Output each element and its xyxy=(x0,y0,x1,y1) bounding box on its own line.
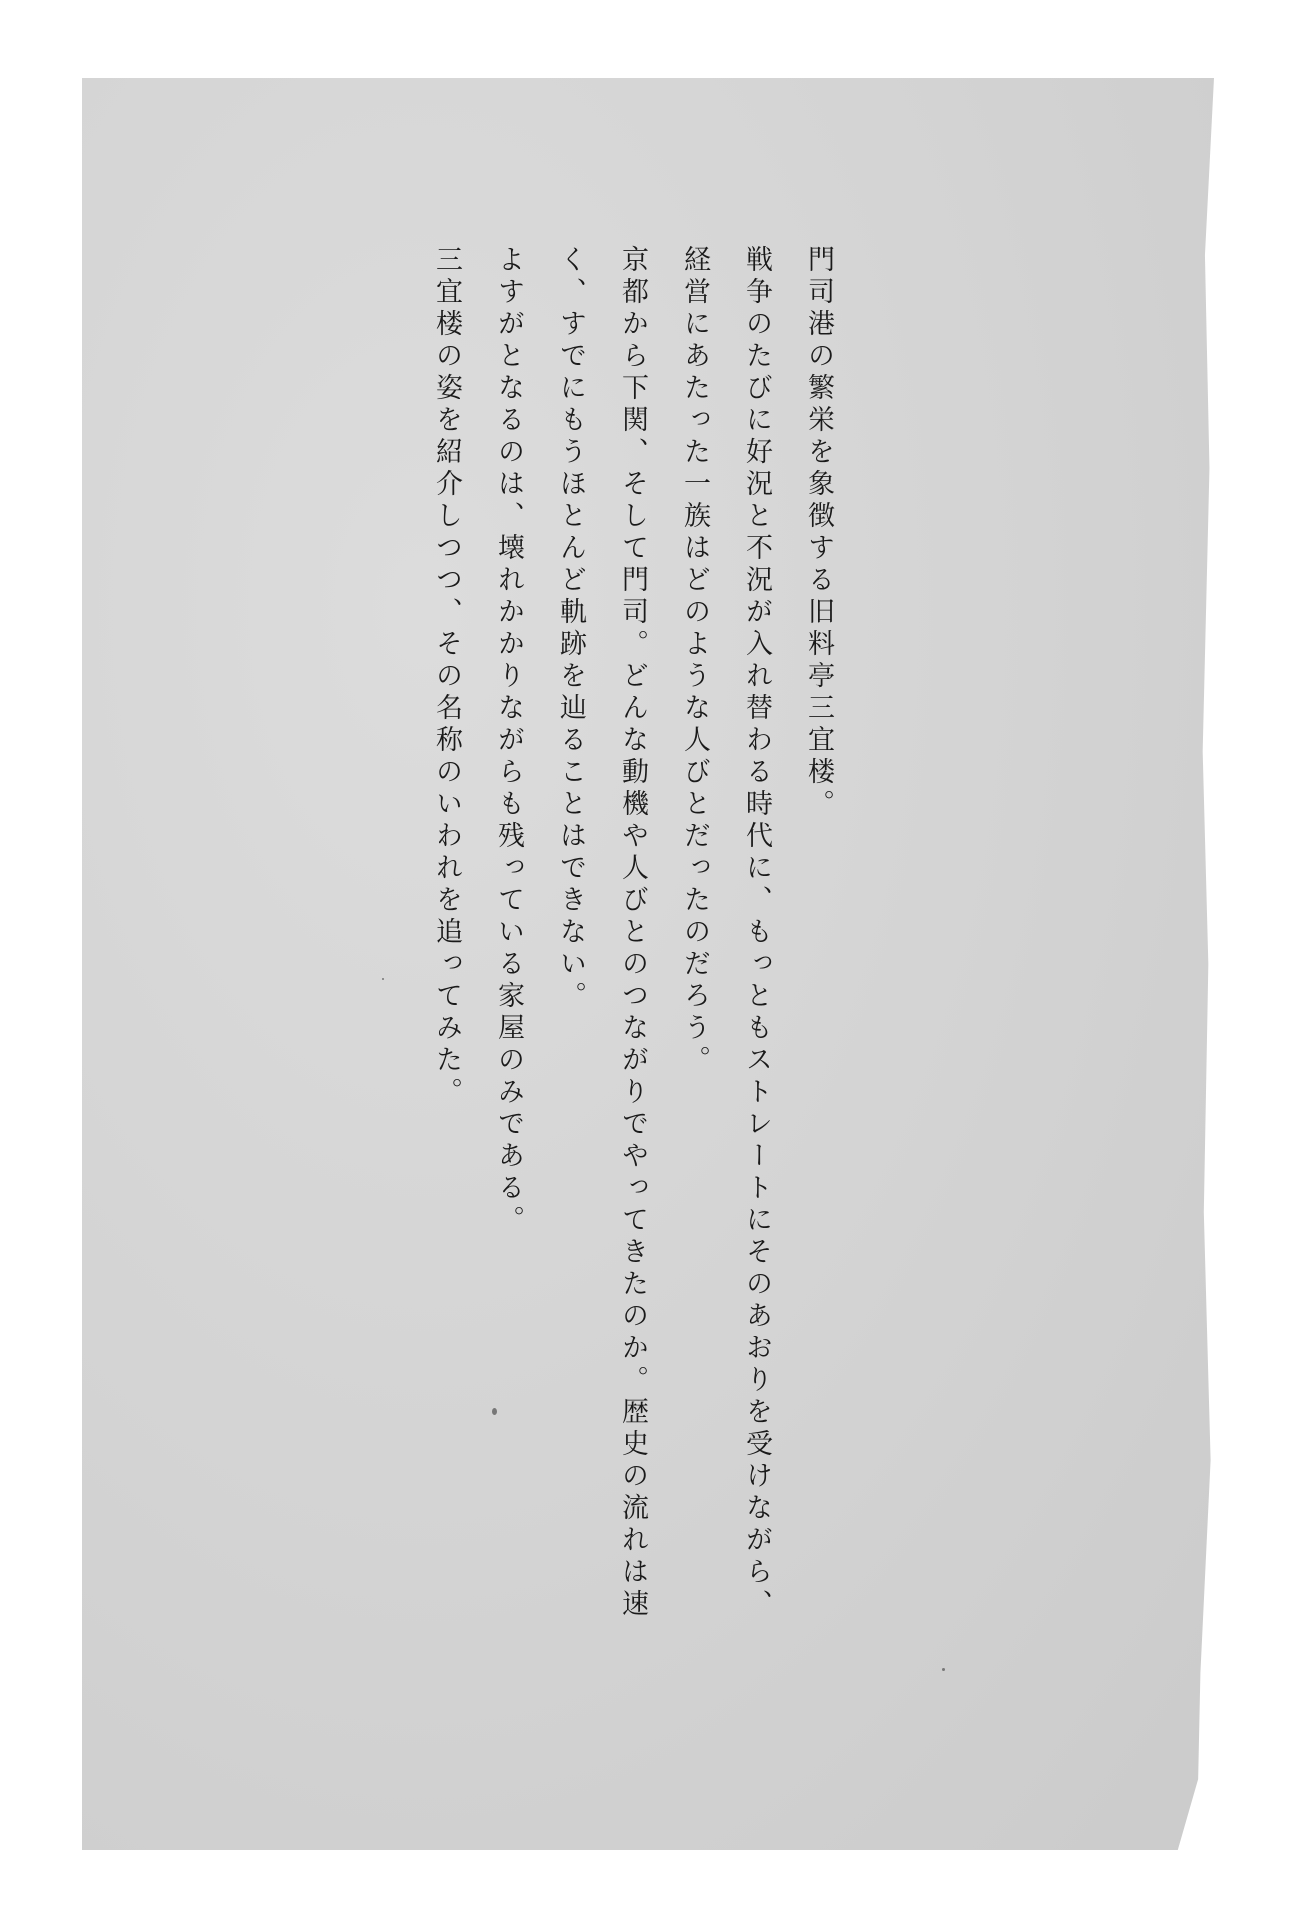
paper-speck xyxy=(382,978,384,980)
paragraph-5: 三宜楼の姿を紹介しつつ、その名称のいわれを追ってみた。 xyxy=(431,245,462,1109)
paragraph-1: 門司港の繁栄を象徴する旧料亭三宜楼。 xyxy=(803,245,834,821)
paragraph-2: 戦争のたびに好況と不況が入れ替わる時代に、もっともストレートにそのあおりを受けながら、経営にあたった一族はどのような人びとだったのだろう。 xyxy=(679,245,772,1621)
paper-speck xyxy=(942,1668,945,1671)
vertical-text-body xyxy=(415,245,849,1625)
paragraph-3: 京都から下関、そして門司。どんな動機や人びとのつながりでやってきたのか。歴史の流れは速く、すでにもうほとんど軌跡を辿ることはできない。 xyxy=(555,245,648,1621)
paragraph-4: よすがとなるのは、壊れかかりながらも残っている家屋のみである。 xyxy=(493,245,524,1237)
